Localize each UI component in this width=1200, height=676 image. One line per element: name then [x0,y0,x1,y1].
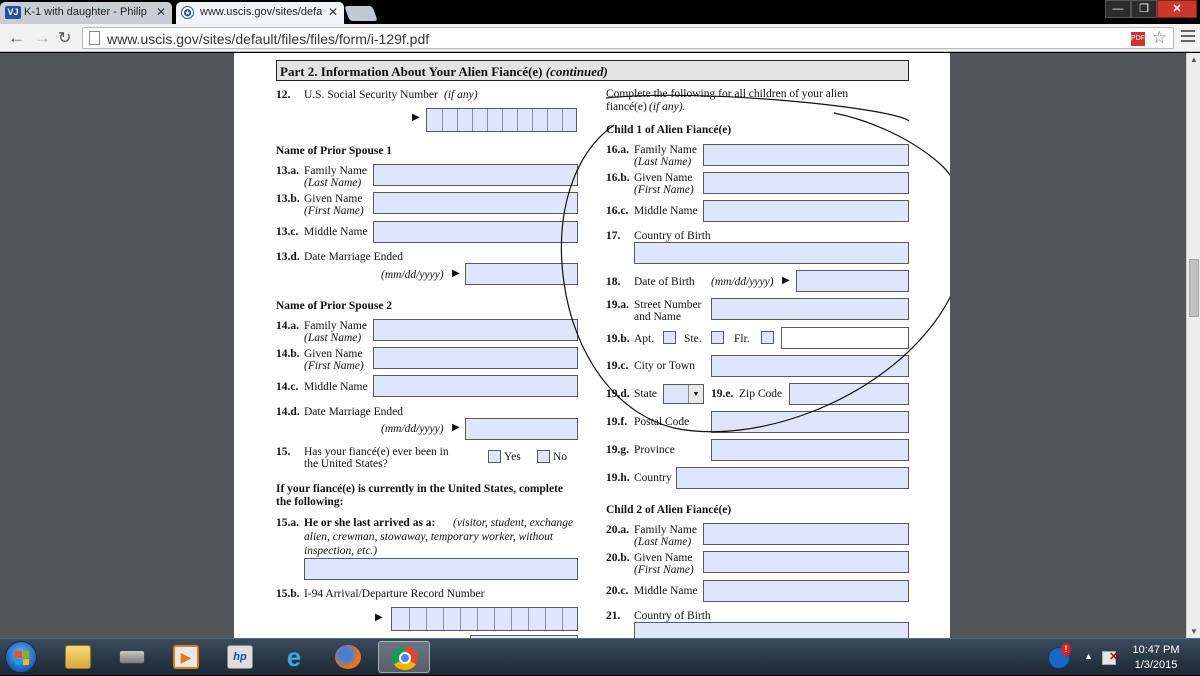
q19b-number: 19.b. [606,333,630,345]
file-explorer-icon [65,645,91,669]
windows-logo-icon [15,651,29,665]
browser-toolbar [0,24,1200,52]
spouse2-title: Name of Prior Spouse 2 [276,300,393,312]
pointer-arrow-icon: ▶ [782,275,790,286]
q21-label: Country of Birth [634,610,711,622]
q16a-number: 16.a. [606,144,629,156]
reload-icon[interactable]: ↻ [58,30,72,47]
children-intro-note: (if any). [649,101,686,113]
clock-time[interactable]: 10:47 PM [1132,644,1180,656]
q15-number: 15. [276,446,291,458]
q19c-number: 19.c. [606,360,629,372]
q17-number: 17. [606,230,621,242]
tab-strip [0,0,1200,24]
bookmark-star-icon[interactable]: ☆ [1151,28,1167,47]
q19a-label1: Street Number [634,299,702,311]
pointer-arrow-icon: ▶ [375,612,383,623]
close-tab-icon[interactable]: ✕ [155,5,166,19]
pointer-arrow-icon: ▶ [452,268,460,279]
q14d-number: 14.d. [276,406,300,418]
q17-label: Country of Birth [634,230,711,242]
us-instruction-line1: If your fiancé(e) is currently in the United States, complete [276,483,564,495]
us-instruction-line2: the following: [276,496,344,508]
q13c-label: Middle Name [304,226,368,238]
pdf-page [234,53,950,638]
q14a-number: 14.a. [276,320,299,332]
network-alert-icon[interactable]: ! [1048,647,1070,669]
q16b-sub: (First Name) [634,184,694,196]
q15a-italic1: (visitor, student, exchange [453,517,574,529]
media-player-icon: ▶ [173,645,199,669]
q13a-label: Family Name [304,165,367,177]
q14a-sub: (Last Name) [304,332,362,344]
chrome-menu-icon[interactable] [1181,30,1195,45]
q14a-label: Family Name [304,320,367,332]
close-window-button[interactable]: ✕ [1157,0,1197,18]
q15a-italic2: alien, crewman, stowaway, temporary worker, without [304,531,554,543]
q16b-label: Given Name [634,172,693,184]
scrollbar-thumb[interactable] [1189,259,1199,317]
q19b-apt-label: Apt. [634,333,655,345]
q13d-label: Date Marriage Ended [304,251,403,263]
q20c-number: 20.c. [606,585,629,597]
tab-k1-daughter[interactable] [0,2,172,24]
flag-notification-icon[interactable]: ✕ [1102,651,1116,665]
q12-label: U.S. Social Security Number [304,89,438,101]
maximize-button[interactable]: ❐ [1131,0,1157,18]
scanner-icon [119,650,145,664]
minimize-button[interactable]: — [1105,0,1131,18]
q15b-label: I-94 Arrival/Departure Record Number [304,588,485,600]
internet-explorer-button[interactable] [268,641,320,673]
scanner-button[interactable] [106,641,158,673]
q20c-label: Middle Name [634,585,698,597]
q15a-label: He or she last arrived as a: [304,517,436,529]
q19c-label: City or Town [634,360,695,372]
firefox-icon [335,645,361,669]
firefox-button[interactable] [322,641,374,673]
internet-explorer-icon: e [286,642,302,672]
q15-yes-label: Yes [504,451,521,463]
q21-number: 21. [606,610,621,622]
spouse1-title: Name of Prior Spouse 1 [276,145,393,157]
pointer-arrow-icon: ▶ [412,112,420,123]
q20b-sub: (First Name) [634,564,694,576]
q19h-label: Country [634,472,672,484]
address-bar[interactable] [82,27,1174,49]
q13d-format: (mm/dd/yyyy) [381,269,444,281]
close-tab-icon[interactable]: ✕ [327,5,338,19]
part-header-title: Part 2. Information About Your Alien Fiancé(e) [280,64,543,79]
q14d-label: Date Marriage Ended [304,406,403,418]
q18-label: Date of Birth [634,276,695,288]
q16a-sub: (Last Name) [634,156,692,168]
q20b-number: 20.b. [606,552,630,564]
vj-favicon-icon: VJ [5,6,21,19]
tab-uscis-pdf[interactable] [176,2,344,24]
q20a-sub: (Last Name) [634,536,692,548]
q15a-number: 15.a. [276,517,299,529]
q15-line1: Has your fiancé(e) ever been in [304,446,449,458]
show-hidden-icons-icon[interactable]: ▲ [1084,651,1093,661]
q13d-number: 13.d. [276,251,300,263]
q13a-sub: (Last Name) [304,177,362,189]
q19g-label: Province [634,444,675,456]
q16c-number: 16.c. [606,205,629,217]
q19b-flr-label: Flr. [734,333,750,345]
q19g-number: 19.g. [606,444,629,456]
windows-taskbar [0,638,1200,675]
q15-line2: the United States? [304,458,388,470]
q12-note: (if any) [444,89,478,101]
q13b-sub: (First Name) [304,205,364,217]
part-header-continued: (continued) [545,64,608,79]
children-intro-line2: fiancé(e) [606,101,647,113]
q14b-number: 14.b. [276,348,300,360]
q14b-sub: (First Name) [304,360,364,372]
file-explorer-button[interactable] [52,641,104,673]
clock-date[interactable]: 1/3/2015 [1134,659,1178,671]
pdf-icon[interactable]: PDF [1131,32,1145,46]
chrome-icon [392,646,418,670]
pdf-viewer [0,53,1186,638]
new-tab-button[interactable] [344,6,377,21]
q16b-number: 16.b. [606,172,630,184]
q14c-number: 14.c. [276,381,299,393]
q13b-label: Given Name [304,193,363,205]
q15b-number: 15.b. [276,588,300,600]
q19e-label: Zip Code [739,388,783,400]
hp-button[interactable] [214,641,266,673]
q19b-ste-label: Ste. [684,333,702,345]
q18-format: (mm/dd/yyyy) [711,276,774,288]
q13c-number: 13.c. [276,226,299,238]
vertical-scrollbar[interactable] [1186,53,1200,638]
q16c-label: Middle Name [634,205,698,217]
tab-title: www.uscis.gov/sites/defa [200,6,323,18]
q16a-label: Family Name [634,144,697,156]
q19d-number: 19.d. [606,388,630,400]
q15a-italic3: inspection, etc.) [304,545,378,557]
q15-no-label: No [553,451,568,463]
q19d-label: State [634,388,657,400]
q14b-label: Given Name [304,348,363,360]
q19f-label: Postal Code [634,416,690,428]
start-button[interactable] [5,641,37,673]
media-player-button[interactable] [160,641,212,673]
hp-icon: hp [227,645,253,669]
q14c-label: Middle Name [304,381,368,393]
pointer-arrow-icon: ▶ [452,422,460,433]
q18-number: 18. [606,276,621,288]
child1-title: Child 1 of Alien Fiancé(e) [606,124,732,136]
q20b-label: Given Name [634,552,693,564]
url-text[interactable]: www.uscis.gov/sites/default/files/files/form/i-129f.pdf [107,31,430,47]
scroll-down-arrow-icon[interactable]: ▼ [1190,627,1198,636]
q20a-label: Family Name [634,524,697,536]
tab-title: K-1 with daughter - Philip [24,6,147,18]
back-arrow-icon[interactable]: ← [8,28,25,47]
q19e-number: 19.e. [711,388,734,400]
children-intro-line1: Complete the following for all children of your alien [606,88,849,100]
forward-arrow-icon[interactable]: → [34,28,51,47]
uscis-seal-icon: ✪ [181,6,194,19]
q12-number: 12. [276,89,291,101]
q19f-number: 19.f. [606,416,628,428]
child2-title: Child 2 of Alien Fiancé(e) [606,504,732,516]
q19a-label2: and Name [634,311,681,323]
chrome-button[interactable] [378,641,430,673]
page-icon [89,31,100,45]
q20a-number: 20.a. [606,524,629,536]
q14d-format: (mm/dd/yyyy) [381,423,444,435]
q19a-number: 19.a. [606,299,629,311]
q19h-number: 19.h. [606,472,630,484]
chevron-down-icon[interactable]: ▼ [688,385,703,403]
q13b-number: 13.b. [276,193,300,205]
hand-drawn-circle-annotation [234,53,950,638]
scroll-up-arrow-icon[interactable]: ▲ [1190,55,1198,64]
q13a-number: 13.a. [276,165,299,177]
